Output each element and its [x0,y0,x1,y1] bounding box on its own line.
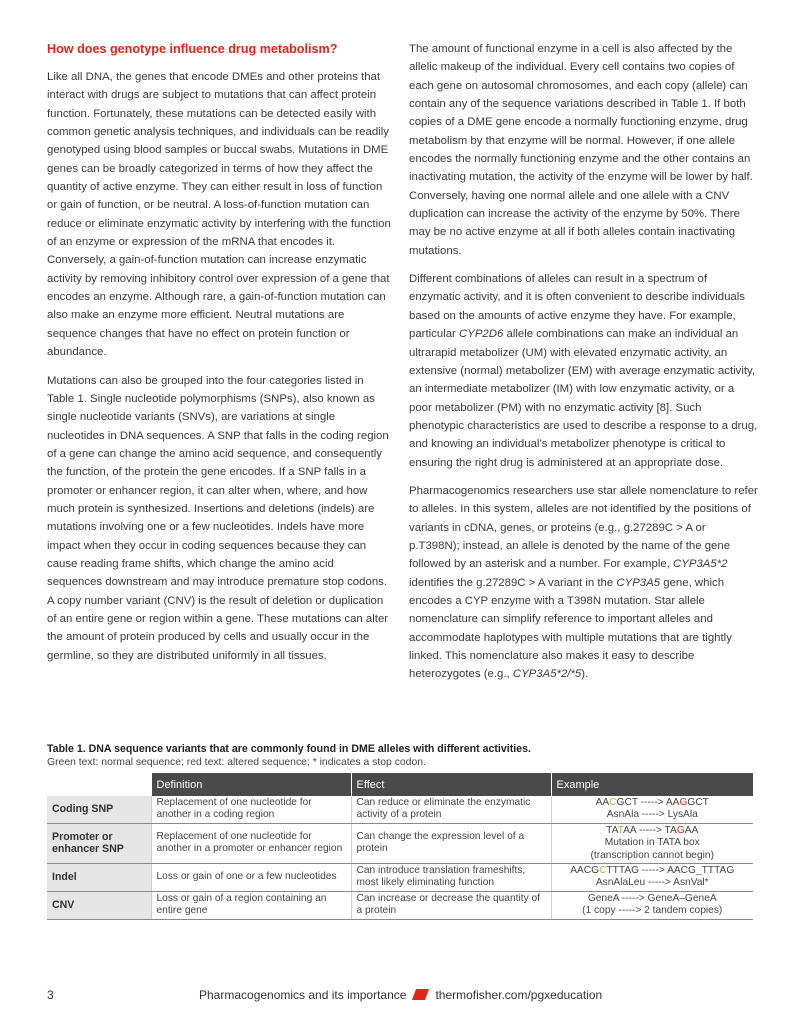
row-type: CNV [47,891,151,919]
table-row [47,864,753,892]
paragraph-metabolizers: Different combinations of alleles can result in a spectrum of enzymatic activity, and it is often convenient to describe individuals based on the amounts of active enzyme they have. For example, particular CYP2D6 allele combinations can make an individual an ultrarapid metabolizer (UM) with elevated enzymatic activity, an extensive (normal) metabolizer (EM) with average enzymatic activity, an intermediate metabolizer (IM) with low enzymatic activity, or a poor metabolizer (PM) with no enzymatic activity [8]. Such phenotypic characteristics are used to describe a response to a drug, and knowing an individual’s metabolizer phenotype is critical to ensuring the right drug is administered at an appropriate dose. [409,273,758,469]
row-type: Promoter or enhancer SNP [47,823,151,863]
paragraph-mutations: Like all DNA, the genes that encode DMEs and other proteins that interact with drugs are subject to mutations that can affect protein function. Fortunately, these mutations can be detected easily with common genetic analysis techniques, and individuals can be readily genotyped using blood samples or buccal swabs. Mutations in DME genes can be broadly categorized in terms of how they affect the quantity of active enzyme. They can either result in loss of function or gain of function, or be neutral. A loss-of-function mutation can reduce or eliminate enzymatic activity by interfering with the function of an enzyme or expression of the mRNA that encodes it. Conversely, a gain-of-function mutation can increase enzymatic activity by removing inhibitory control over expression of a gene that encodes an enzyme. Although rare, a gain-of-function mutation can also make an enzyme more efficient. Neutral mutations are sequence changes that have no effect on protein function or abundance. [47,71,391,359]
page-footer [47,988,753,1004]
table-caption: Table 1. DNA sequence variants that are commonly found in DME alleles with different activities. [47,743,531,755]
section-heading: How does genotype influence drug metabolism? [47,42,338,56]
header-blank [47,773,151,796]
footer-center [199,988,602,1002]
left-column [47,40,392,665]
slash-icon [412,989,429,1000]
footer-url: thermofisher.com/pgxeducation [435,988,603,1002]
row-effect: Can increase or decrease the quantity of a protein [351,891,551,919]
header-example: Example [551,773,753,796]
gene-name: CYP3A5 [616,576,661,589]
row-effect: Can reduce or eliminate the enzymatic activity of a protein [351,796,551,823]
paragraph-alleles: The amount of functional enzyme in a cell is also affected by the allelic makeup of the individual. Every cell contains two copies of each gene on autosomal chromosomes, and each copy (allele) can contain any of the sequence variations described in Table 1. If both copies of a DME gene encode a normally functioning enzyme, drug metabolism by that enzyme will be normal. However, if one allele encodes the normally functioning enzyme and the other contains an inactivating mutation, the activity of the enzyme will be lower by half. Conversely, having one normal allele and one allele with a CNV duplication can increase the activity of the enzyme by 50%. There may be no active enzyme at all if both alleles contain inactivating mutations. [409,43,753,257]
table-row [47,823,753,863]
allele-name: CYP3A5*2 [673,558,728,571]
paragraph-nomenclature: Pharmacogenomics researchers use star allele nomenclature to refer to alleles. In this system, alleles are not identified by the positions of variants in cDNA, genes, or proteins (e.g., g.27289C > A or p.T398N); instead, an allele is denoted by the name of the gene followed by an asterisk and a number. For example, CYP3A5*2 identifies the g.27289C > A variant in the CYP3A5 gene, which encodes a CYP enzyme with a T398N mutation. Star allele nomenclature can simplify reference to important alleles and accommodate haplotypes with multiple mutations that are tightly linked. This nomenclature also makes it easy to describe heterozygotes (e.g., CYP3A5*2/*5). [409,484,758,681]
page-number: 3 [47,988,54,1002]
row-effect: Can introduce translation frameshifts, most likely eliminating function [351,864,551,892]
row-effect: Can change the expression level of a protein [351,823,551,863]
row-definition: Loss or gain of one or a few nucleotides [151,864,351,892]
table-row [47,796,753,823]
variants-table [47,773,753,920]
row-type: Coding SNP [47,796,151,823]
row-definition: Loss or gain of a region containing an entire gene [151,891,351,919]
gene-name: CYP2D6 [459,328,504,341]
right-column [409,40,759,684]
row-example: GeneA -----> GeneA–GeneA (1 copy -----> 2 tandem copies) [551,891,753,919]
table-subcaption: Green text: normal sequence; red text: altered sequence; * indicates a stop codon. [47,757,426,768]
header-effect: Effect [351,773,551,796]
table-header-row [47,773,753,796]
row-example: TATAA -----> TAGAA Mutation in TATA box (transcription cannot begin) [551,823,753,863]
row-definition: Replacement of one nucleotide for another in a promoter or enhancer region [151,823,351,863]
table-section [47,743,753,920]
row-example: AACGCTTTAG -----> AACG_TTTAG AsnAlaLeu -----> AsnVal* [551,864,753,892]
heterozygote-name: CYP3A5*2/*5 [512,668,582,681]
header-definition: Definition [151,773,351,796]
footer-title: Pharmacogenomics and its importance [199,988,407,1002]
row-type: Indel [47,864,151,892]
paragraph-categories: Mutations can also be grouped into the four categories listed in Table 1. Single nucleotide polymorphisms (SNPs), also known as single nucleotide variants (SNVs), are variations at single nucleotides in DNA sequences. A SNP that falls in the coding region of a gene can change the amino acid sequence, and consequently the function, of the protein the gene encodes. If a SNP falls in a promoter or enhancer region, it can alter when, where, and how much protein is synthesized. Insertions and deletions (indels) are mutations involving one or a few nucleotides. Indels have more impact when they occur in coding sequences because they can cause reading frame shifts, which change the amino acid sequences downstream and may introduce premature stop codons. A copy number variant (CNV) is the result of deletion or duplication of an entire gene or region within a gene. These mutations can alter the amount of protein produced by cells and usually occur in the germline, so they are distributed uniformly in all tissues. [47,374,389,662]
row-definition: Replacement of one nucleotide for another in a coding region [151,796,351,823]
table-row [47,891,753,919]
row-example: AACGCT -----> AAGGCT AsnAla -----> LysAla [551,796,753,823]
